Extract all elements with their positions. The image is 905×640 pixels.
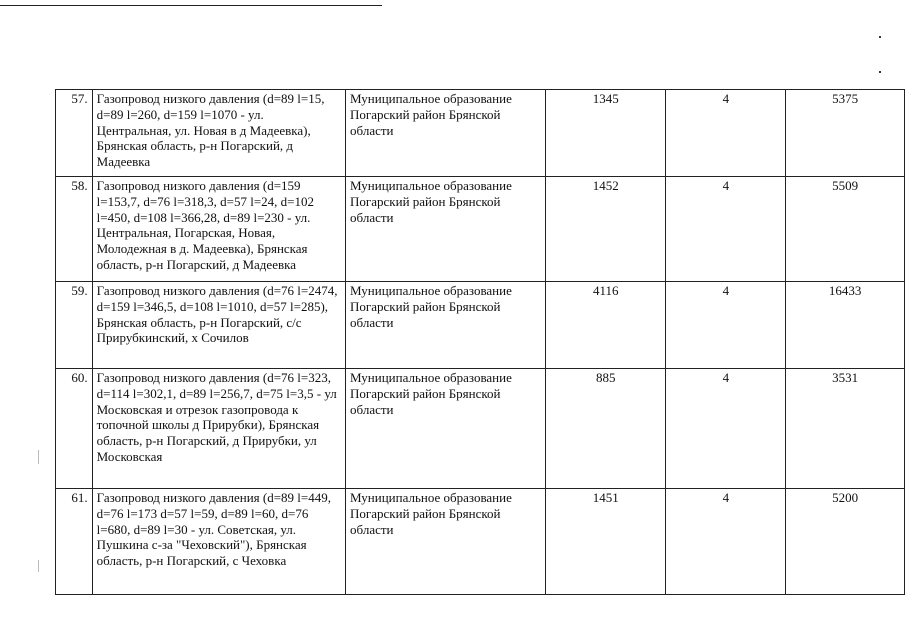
row-number: 59. [56,282,93,369]
owner-name: Муниципальное образование Погарский район Брянской области [346,90,546,177]
category-value: 4 [666,282,786,369]
object-name: Газопровод низкого давления (d=76 l=323, d=114 l=302,1, d=89 l=256,7, d=75 l=3,5 - ул Московская и отрезок газопровода к топочной школы д Прирубки), Брянская область, р-н Погарский, д Прирубки, ул Московская [92,369,345,489]
owner-name: Муниципальное образование Погарский район Брянской области [346,177,546,282]
scan-mark [879,71,881,73]
category-value: 4 [666,369,786,489]
owner-name: Муниципальное образование Погарский район Брянской области [346,369,546,489]
length-value: 1452 [546,177,666,282]
owner-name: Муниципальное образование Погарский район Брянской области [346,282,546,369]
category-value: 4 [666,489,786,595]
row-number: 61. [56,489,93,595]
cost-value: 5375 [786,90,905,177]
cost-value: 5200 [786,489,905,595]
row-number: 60. [56,369,93,489]
registry-table [55,89,905,595]
table-row [56,489,905,595]
table-row [56,90,905,177]
cost-value: 3531 [786,369,905,489]
category-value: 4 [666,177,786,282]
scan-edge-mark [38,560,39,572]
table-row [56,369,905,489]
row-number: 57. [56,90,93,177]
scan-mark [879,36,881,38]
category-value: 4 [666,90,786,177]
cost-value: 16433 [786,282,905,369]
object-name: Газопровод низкого давления (d=159 l=153,7, d=76 l=318,3, d=57 l=24, d=102 l=450, d=108 l=366,28, d=89 l=230 - ул. Центральная, Погарская, Новая, Молодежная в д. Мадеевка), Брянская область, р-н Погарский, д Мадеевка [92,177,345,282]
object-name: Газопровод низкого давления (d=89 l=449, d=76 l=173 d=57 l=59, d=89 l=60, d=76 l=680, d=89 l=30 - ул. Советская, ул. Пушкина с-за "Чеховский"), Брянская область, р-н Погарский, с Чеховка [92,489,345,595]
length-value: 885 [546,369,666,489]
object-name: Газопровод низкого давления (d=89 l=15, d=89 l=260, d=159 l=1070 - ул. Центральная, ул. Новая в д Мадеевка), Брянская область, р-н Погарский, д Мадеевка [92,90,345,177]
table-row [56,177,905,282]
top-rule [0,5,382,6]
scan-edge-mark [38,450,39,464]
length-value: 1345 [546,90,666,177]
length-value: 1451 [546,489,666,595]
cost-value: 5509 [786,177,905,282]
table-row [56,282,905,369]
length-value: 4116 [546,282,666,369]
object-name: Газопровод низкого давления (d=76 l=2474, d=159 l=346,5, d=108 l=1010, d=57 l=285), Брянская область, р-н Погарский, с/с Прирубкинский, х Сочилов [92,282,345,369]
row-number: 58. [56,177,93,282]
owner-name: Муниципальное образование Погарский район Брянской области [346,489,546,595]
